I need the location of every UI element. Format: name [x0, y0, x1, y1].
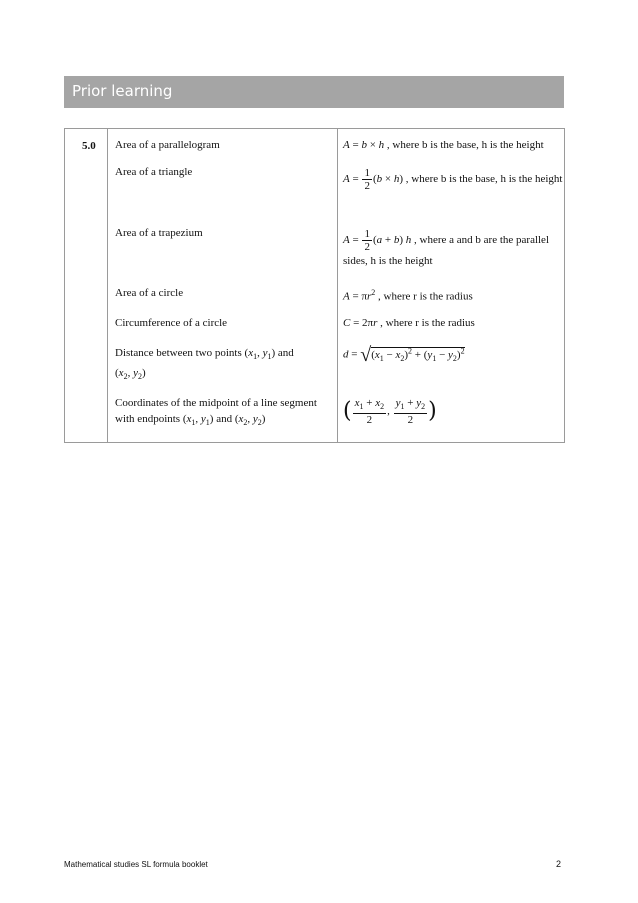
row-distance-formula: $d = √(x_1 - x_2)^2 + (y_1 - y_2)^2$	[343, 344, 465, 367]
column-divider	[337, 129, 338, 442]
section-number: 5.0	[82, 140, 96, 152]
row-parallelogram-desc: Area of a parallelogram	[115, 139, 220, 151]
formula-table	[64, 128, 565, 443]
formula-text: , where a and b are the parallel sides, h is the height	[343, 234, 549, 267]
formula-text: , where b is the base, h is the height	[386, 139, 544, 151]
column-divider	[107, 129, 108, 442]
row-triangle-desc: Area of a triangle	[115, 166, 193, 178]
row-triangle-formula: A = $\frac{1}{2}$ (b × h) , where b is the base, h is the height	[343, 167, 563, 192]
row-distance-desc: Distance between two points ($x_1$, $y_1$) and ($x_2$, $y_2$)	[115, 347, 294, 382]
row-circumference-desc: Circumference of a circle	[115, 317, 228, 329]
midpoint-label: Coordinates of the midpoint of a line segment with endpoints	[115, 397, 317, 425]
distance-label: Distance between two points	[115, 347, 242, 359]
row-circumference-formula: C = 2πr , where r is the radius	[343, 317, 475, 329]
formula-text: , where r is the radius	[378, 290, 473, 303]
page-number: 2	[556, 859, 562, 869]
formula-text: , where r is the radius	[380, 317, 475, 329]
row-trapezium-formula: A = $\frac{1}{2}$ (a + b) h , where a and b are the parallel sides, h is the height	[343, 228, 549, 267]
section-banner	[64, 76, 564, 108]
banner-title: Prior learning	[72, 82, 173, 100]
row-midpoint-desc: Coordinates of the midpoint of a line segment with endpoints ($x_1$, $y_1$) and ($x_2$, $y_2$)	[115, 397, 317, 428]
footer-title: Mathematical studies SL formula booklet	[64, 860, 208, 869]
row-midpoint-formula: ( $\frac{x_1 + x_2}{2}$ , $\frac{y_1 + y_2}{2}$ )	[343, 397, 437, 427]
row-trapezium-desc: Area of a trapezium	[115, 227, 203, 239]
formula-text: , where b is the base, h is the height	[405, 173, 563, 186]
row-circle-area-formula: $A = \pi r^2$ , where r is the radius	[343, 288, 473, 303]
row-parallelogram-formula: A = b × h , where b is the base, h is the height	[343, 139, 544, 151]
row-circle-area-desc: Area of a circle	[115, 287, 184, 299]
